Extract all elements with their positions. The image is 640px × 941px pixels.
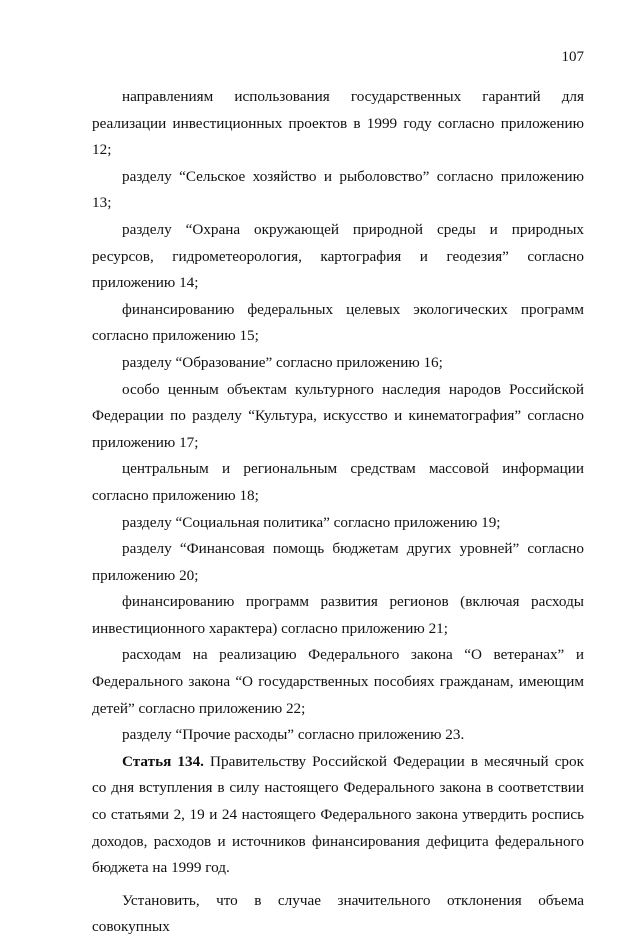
list-item: направлениям использования государственных гарантий для реализации инвестиционных проектов в 1999 году согласно приложению 12; bbox=[92, 88, 584, 159]
list-item: разделу “Образование” согласно приложению 16; bbox=[122, 353, 443, 371]
list-item: особо ценным объектам культурного наследия народов Российской Федерации по разделу “Культура, искусство и кинематография” согласно приложению 17; bbox=[92, 380, 584, 451]
list-item: финансированию федеральных целевых экологических программ согласно приложению 15; bbox=[92, 300, 584, 345]
list-item: разделу “Прочие расходы” согласно приложению 23. bbox=[122, 726, 465, 744]
list-item: разделу “Сельское хозяйство и рыболовство” согласно приложению 13; bbox=[92, 167, 584, 212]
list-item: разделу “Финансовая помощь бюджетам других уровней” согласно приложению 20; bbox=[92, 540, 584, 584]
list-item: расходам на реализацию Федерального закона “О ветеранах” и Федерального закона “О государственных пособиях гражданам, имеющим детей” согласно приложению 22; bbox=[92, 646, 584, 717]
list-item: центральным и региональным средствам массовой информации согласно приложению 18; bbox=[92, 460, 584, 504]
list-item: финансированию программ развития регионов (включая расходы инвестиционного характера) согласно приложению 21; bbox=[92, 593, 584, 637]
list-item: разделу “Охрана окружающей природной среды и природных ресурсов, гидрометеорология, картография и геодезия” согласно приложению 14; bbox=[92, 220, 584, 292]
article-number: Статья 134. bbox=[122, 752, 204, 770]
article-paragraph bbox=[92, 749, 584, 882]
document-body bbox=[92, 84, 584, 941]
page-number: 107 bbox=[561, 49, 584, 65]
list-item: разделу “Социальная политика” согласно приложению 19; bbox=[122, 513, 501, 531]
article-text: Правительству Российской Федерации в месячный срок со дня вступления в силу настоящего Федерального закона в соответствии со статьями 2, 19 и 24 настоящего Федерального закона утвердить роспись доходов, расходов и источников финансирования дефицита федерального бюджета на 1999 год. bbox=[92, 752, 585, 877]
closing-paragraph: Установить, что в случае значительного отклонения объема совокупных bbox=[92, 891, 584, 936]
